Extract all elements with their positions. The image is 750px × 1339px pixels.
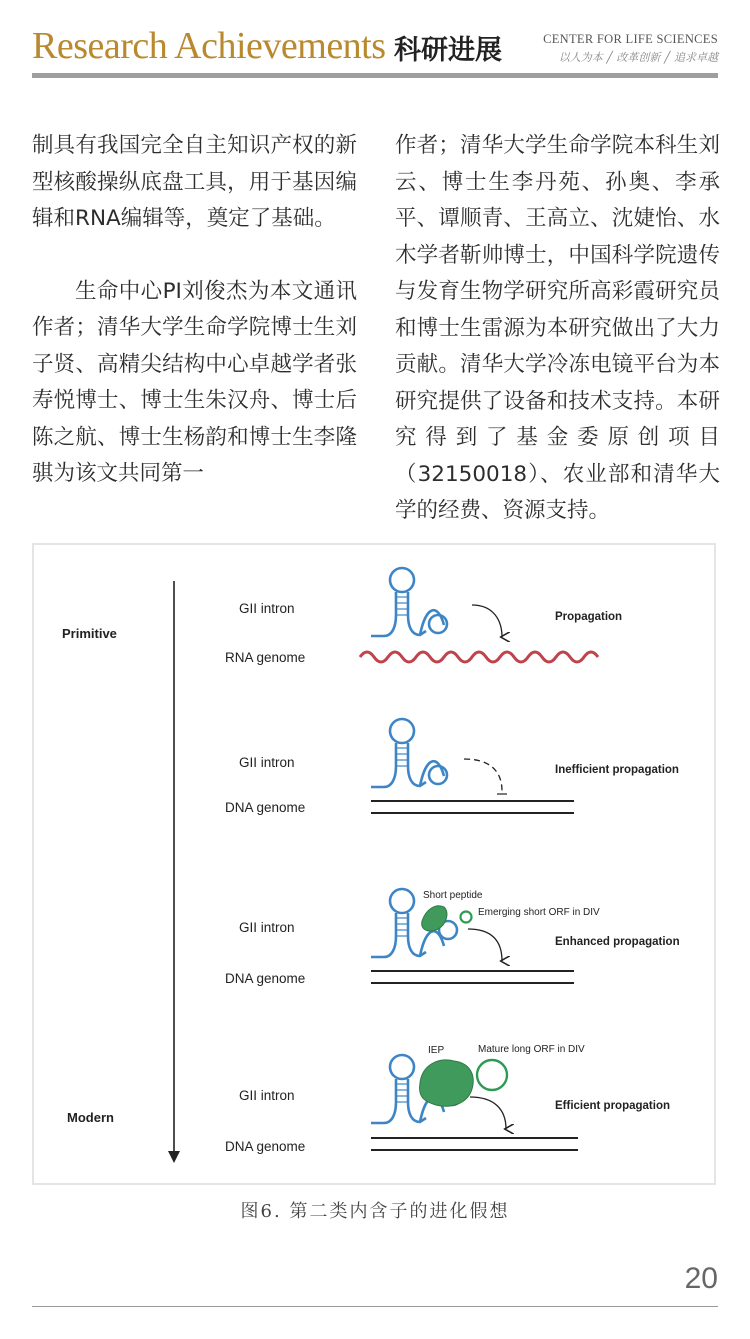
panel-dna-enhanced bbox=[225, 889, 680, 986]
intron-label: GII intron bbox=[239, 1088, 295, 1103]
iep-protein-blob bbox=[420, 1060, 474, 1106]
section-title-cn: 科研进展 bbox=[394, 35, 502, 66]
axis-label-primitive: Primitive bbox=[62, 626, 117, 641]
header-divider bbox=[32, 73, 718, 78]
section-title-en: Research Achievements bbox=[32, 25, 386, 67]
center-name: CENTER FOR LIFE SCIENCES bbox=[543, 32, 718, 46]
inefficient-arrow bbox=[464, 759, 502, 791]
long-orf-loop bbox=[477, 1060, 507, 1090]
annotation-orf: Emerging short ORF in DIV bbox=[478, 907, 600, 918]
paragraph: 制具有我国完全自主知识产权的新型核酸操纵底盘工具，用于基因编辑和RNA编辑等，奠定了基础。 bbox=[32, 133, 357, 231]
figure-caption: 图6. 第二类内含子的进化假想 bbox=[240, 1201, 510, 1222]
annotation-short-peptide: Short peptide bbox=[423, 890, 483, 901]
genome-label: DNA genome bbox=[225, 971, 306, 986]
intron-structure bbox=[371, 719, 447, 787]
page-number: 20 bbox=[684, 1262, 718, 1295]
intron-structure bbox=[371, 568, 447, 636]
outcome-label: Efficient propagation bbox=[555, 1100, 670, 1112]
rna-genome-wave bbox=[360, 652, 598, 662]
slogan: 以人为本 ╱ 改革创新 ╱ 追求卓越 bbox=[558, 51, 718, 64]
genome-label: RNA genome bbox=[225, 650, 306, 665]
intron-label: GII intron bbox=[239, 755, 295, 770]
outcome-label: Inefficient propagation bbox=[555, 764, 679, 776]
article-column-left bbox=[32, 128, 357, 493]
time-axis-arrow bbox=[168, 1151, 180, 1163]
propagation-arrow bbox=[472, 605, 502, 637]
intron-label: GII intron bbox=[239, 920, 295, 935]
panel-rna-genome bbox=[225, 568, 622, 665]
footer-divider bbox=[32, 1306, 718, 1307]
short-orf-loop bbox=[461, 912, 472, 923]
efficient-arrow bbox=[470, 1097, 506, 1129]
figure-evolution-diagram bbox=[32, 543, 716, 1185]
panel-dna-efficient bbox=[225, 1044, 670, 1154]
genome-label: DNA genome bbox=[225, 1139, 306, 1154]
enhanced-arrow bbox=[468, 929, 502, 961]
paragraph: 作者；清华大学生命学院本科生刘云、博士生李丹苑、孙奥、李承平、谭顺青、王高立、沈婕怡、水木学者靳帅博士，中国科学院遗传与发育生物学研究所高彩霞研究员和博士生雷源为本研究做出了大力贡献。清华大学冷冻电镜平台为本研究提供了设备和技术支持。本研究得到了基金委原创项目（32150018）、农业部和清华大学的经费、资源支持。 bbox=[395, 133, 720, 523]
genome-label: DNA genome bbox=[225, 800, 306, 815]
annotation-iep: IEP bbox=[428, 1045, 445, 1056]
outcome-label: Enhanced propagation bbox=[555, 936, 680, 948]
article-column-right bbox=[395, 128, 720, 530]
paragraph: 生命中心PI刘俊杰为本文通讯作者；清华大学生命学院博士生刘子贤、高精尖结构中心卓越学者张寿悦博士、博士生朱汉舟、博士后陈之航、博士生杨韵和博士生李隆骐为该文共同第一 bbox=[32, 278, 357, 486]
annotation-orf: Mature long ORF in DIV bbox=[478, 1044, 585, 1055]
outcome-label: Propagation bbox=[555, 611, 623, 623]
page-header bbox=[32, 22, 718, 80]
short-peptide-blob bbox=[422, 906, 447, 931]
panel-dna-inefficient bbox=[225, 719, 679, 815]
intron-label: GII intron bbox=[239, 601, 295, 616]
axis-label-modern: Modern bbox=[67, 1110, 114, 1125]
diagram-svg bbox=[34, 545, 714, 1183]
